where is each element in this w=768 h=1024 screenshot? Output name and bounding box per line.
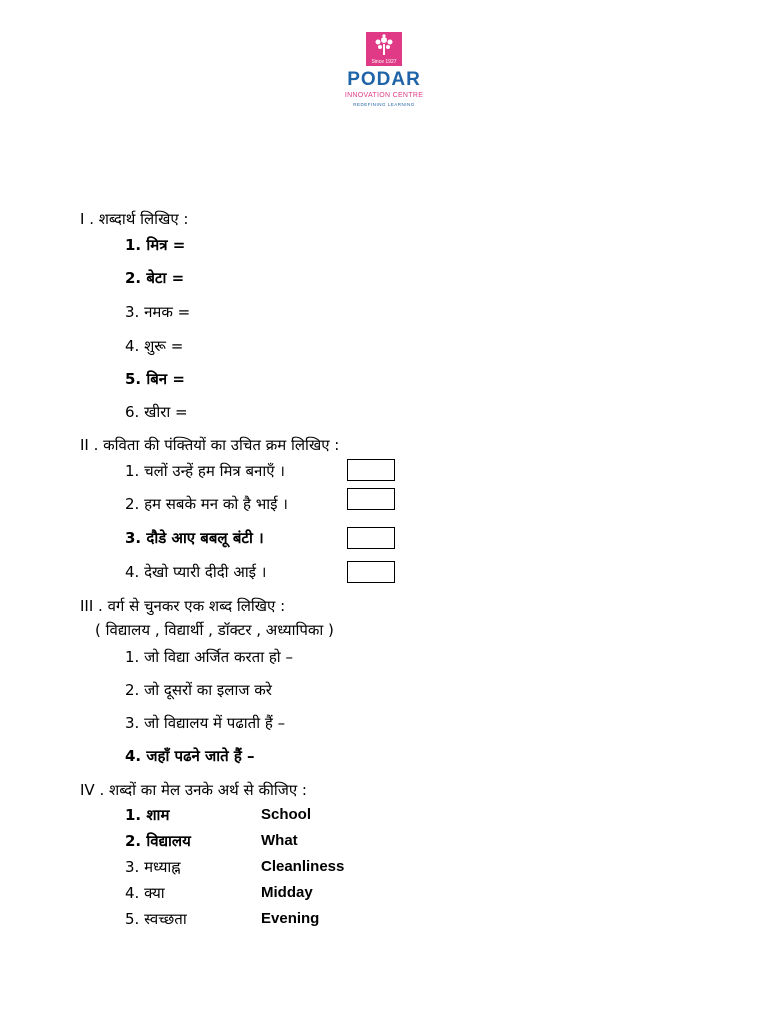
tree-icon bbox=[372, 34, 396, 56]
section-3-item: 1. जो विद्या अर्जित करता हो – bbox=[125, 648, 293, 666]
match-left-word: 4. क्या bbox=[125, 884, 165, 902]
section-1-item: 3. नमक = bbox=[125, 303, 191, 321]
logo-since: Since 1927 bbox=[371, 59, 397, 65]
section-3-item: 4. जहाँ पढने जाते हैं – bbox=[125, 747, 255, 765]
section-2-item: 3. दौडे आए बबलू बंटी । bbox=[125, 529, 264, 547]
logo-tree-badge bbox=[366, 32, 402, 66]
section-1-item: 5. बिन = bbox=[125, 370, 185, 388]
section-1-item: 4. शुरू = bbox=[125, 337, 184, 355]
section-1-item: 6. खीरा = bbox=[125, 403, 188, 421]
logo-name: PODAR bbox=[347, 69, 421, 90]
section-3-options: ( विद्यालय , विद्यार्थी , डॉक्टर , अध्यापिका ) bbox=[95, 621, 334, 639]
section-4-heading: IV . शब्दों का मेल उनके अर्थ से कीजिए : bbox=[80, 781, 307, 799]
match-right-word: School bbox=[261, 806, 312, 823]
section-2-item: 2. हम सबके मन को है भाई । bbox=[125, 495, 288, 513]
section-1-heading: I . शब्दार्थ लिखिए : bbox=[80, 210, 189, 228]
match-right-word: What bbox=[261, 832, 298, 849]
match-right-word: Cleanliness bbox=[261, 858, 345, 875]
order-answer-box[interactable] bbox=[347, 459, 395, 481]
order-answer-box[interactable] bbox=[347, 561, 395, 583]
match-left-word: 5. स्वच्छता bbox=[125, 910, 187, 928]
section-1-item: 1. मित्र = bbox=[125, 236, 186, 254]
match-right-word: Evening bbox=[261, 910, 320, 927]
order-answer-box[interactable] bbox=[347, 527, 395, 549]
match-left-word: 1. शाम bbox=[125, 806, 170, 824]
section-2-item: 4. देखो प्यारी दीदी आई । bbox=[125, 563, 267, 581]
podar-logo bbox=[338, 30, 430, 112]
order-answer-box[interactable] bbox=[347, 488, 395, 510]
section-3-item: 3. जो विद्यालय में पढाती हैं – bbox=[125, 714, 286, 732]
section-2-heading: II . कविता की पंक्तियों का उचित क्रम लिखिए : bbox=[80, 436, 340, 454]
section-3-heading: III . वर्ग से चुनकर एक शब्द लिखिए : bbox=[80, 597, 286, 615]
section-2-item: 1. चलों उन्हें हम मित्र बनाएँ । bbox=[125, 462, 285, 480]
section-1-item: 2. बेटा = bbox=[125, 269, 185, 287]
logo-tagline: REDEFINING LEARNING bbox=[353, 102, 415, 107]
match-left-word: 3. मध्याह्न bbox=[125, 858, 181, 876]
logo-subtitle: INNOVATION CENTRE bbox=[344, 92, 424, 99]
match-left-word: 2. विद्यालय bbox=[125, 832, 191, 850]
match-right-word: Midday bbox=[261, 884, 313, 901]
section-3-item: 2. जो दूसरों का इलाज करे bbox=[125, 681, 272, 699]
